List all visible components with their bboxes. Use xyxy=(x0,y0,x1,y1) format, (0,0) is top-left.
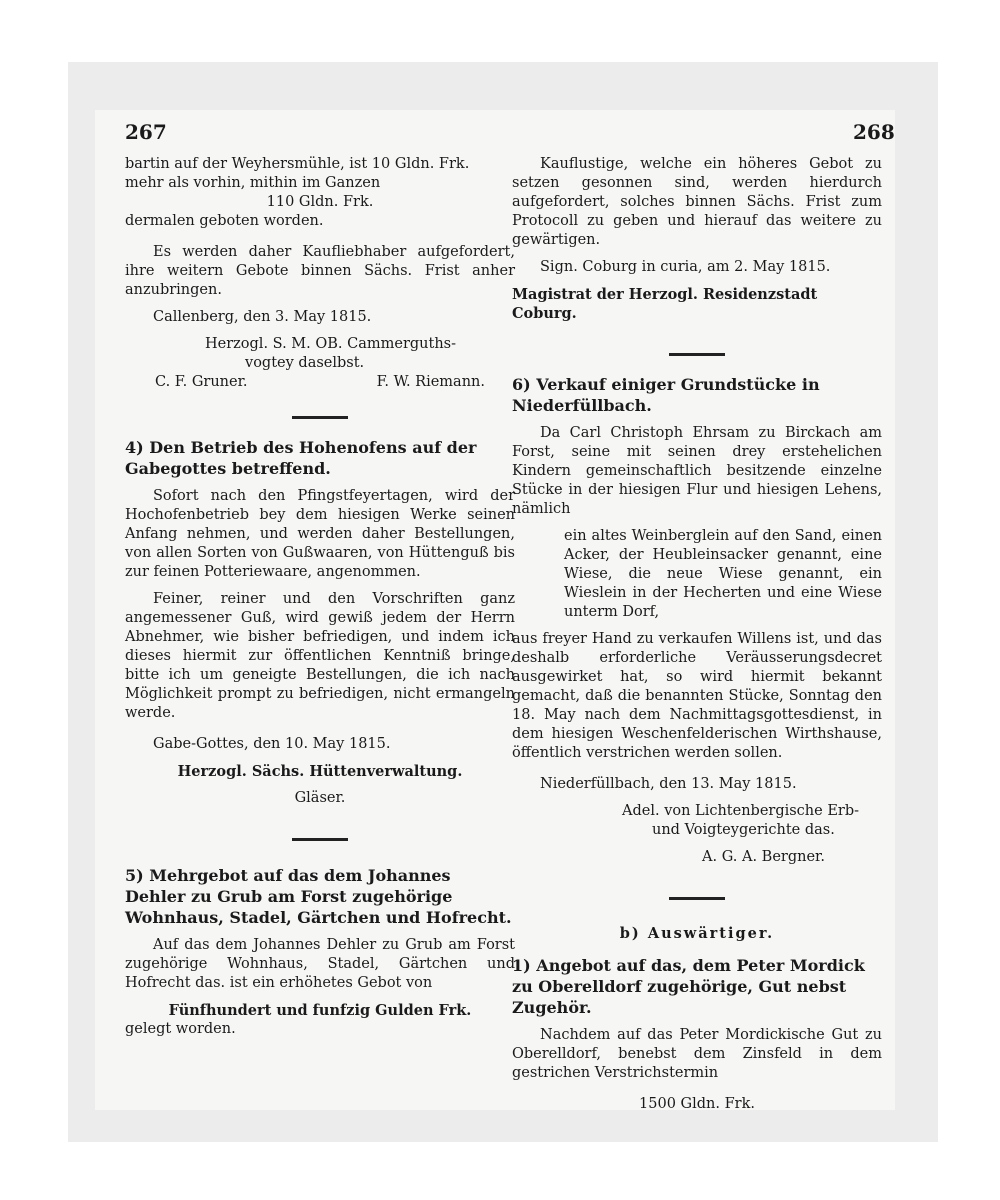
section-heading: 6) Verkauf einiger Grundstücke in Niederfüllbach. xyxy=(512,375,820,415)
paragraph: Es werden daher Kaufliebhaber aufgefordert, ihre weitern Gebote binnen Sächs. Frist anher anzubringen. xyxy=(125,244,515,298)
continuation-line: bartin auf der Weyhersmühle, ist 10 Gldn. Frk. xyxy=(125,156,470,172)
authority: und Voigteygerichte das. xyxy=(652,822,835,838)
paragraph: Auf das dem Johannes Dehler zu Grub am Forst zugehörige Wohnhaus, Stadel, Gärtchen und Hofrecht das. ist ein erhöhetes Gebot von xyxy=(125,937,515,991)
authority: Herzogl. S. M. OB. Cammerguths- xyxy=(205,336,457,352)
page-number-right: 268 xyxy=(853,120,895,144)
place-date: Sign. Coburg in curia, am 2. May 1815. xyxy=(540,259,831,275)
place-date: Gabe-Gottes, den 10. May 1815. xyxy=(153,736,391,752)
continuation-line: mehr als vorhin, mithin im Ganzen xyxy=(125,175,381,191)
authority: Adel. von Lichtenbergische Erb- xyxy=(622,803,860,819)
place-date: Niederfüllbach, den 13. May 1815. xyxy=(540,776,797,792)
signatures xyxy=(125,373,515,392)
signer: F. W. Riemann. xyxy=(376,374,485,390)
paragraph: aus freyer Hand zu verkaufen Willens ist, und das deshalb erforderliche Veräusserungsdecret ausgewirket hat, so wird hiermit bekannt gemacht, daß die benannten Stücke, Sonntag den 18. May nach dem Nachmittagsgottesdienst, in dem hiesigen Weschenfelderischen Wirthshause, öffentlich verstrichen werden sollen. xyxy=(512,631,882,761)
authority: Herzogl. Sächs. Hüttenverwaltung. xyxy=(177,763,463,780)
paragraph: Kauflustige, welche ein höheres Gebot zu setzen gesonnen sind, werden hierdurch aufgefordert, solches binnen Sächs. Frist zum Protocoll zu geben und hierauf das weitere zu gewärtigen. xyxy=(512,156,882,248)
left-column xyxy=(125,155,515,1039)
paragraph: Sofort nach den Pfingstfeyertagen, wird der Hochofenbetrieb bey dem hiesigen Werke seinen Anfang nehmen, und werden daher Bestellungen, von allen Sorten von Gußwaaren, von Hüttenguß bis zur feinen Potteriewaare, angenommen. xyxy=(125,488,515,580)
paragraph: Da Carl Christoph Ehrsam zu Birckach am Forst, seine mit seinen drey erstehelichen Kindern gemeinschaftlich besitzende einzelne Stücke in der hiesigen Flur und hiesigen Lehens, nämlich xyxy=(512,425,882,517)
signer: C. F. Gruner. xyxy=(155,374,248,390)
signer: Gläser. xyxy=(294,790,346,806)
paragraph: Feiner, reiner und den Vorschriften ganz angemessener Guß, wird gewiß jedem der Herrn Abnehmer, wie bisher befriedigen, und indem ich dieses hiermit zur öffentlichen Kenntniß bringe, bitte ich um geneigte Bestellungen, die ich nach Möglichkeit prompt zu befriedigen, nicht ermangeln werde. xyxy=(125,591,515,721)
authority: Magistrat der Herzogl. Residenzstadt Coburg. xyxy=(512,286,818,322)
section-heading: 5) Mehrgebot auf das dem Johannes Dehler zu Grub am Forst zugehörige Wohnhaus, Stadel, Gärtchen und Hofrecht. xyxy=(125,866,512,927)
section-heading: 4) Den Betrieb des Hohenofens auf der Gabegottes betreffend. xyxy=(125,438,477,478)
continuation-line: gelegt worden. xyxy=(125,1021,236,1037)
paragraph: Nachdem auf das Peter Mordickische Gut zu Oberelldorf, benebst dem Zinsfeld in dem gestrichen Verstrichstermin xyxy=(512,1027,882,1081)
signer: A. G. A. Bergner. xyxy=(702,849,825,865)
amount: 110 Gldn. Frk. xyxy=(266,194,374,210)
subsection-heading: b) Auswärtiger. xyxy=(619,925,775,942)
right-column xyxy=(512,155,882,1114)
property-list: ein altes Weinberglein auf den Sand, einen Acker, der Heubleinsacker genannt, eine Wiese, die neue Wiese genannt, ein Wieslein in der Hecherten und eine Wiese unterm Dorf, xyxy=(564,528,882,620)
place-date: Callenberg, den 3. May 1815. xyxy=(153,309,372,325)
authority: vogtey daselbst. xyxy=(245,355,365,371)
section-heading: 1) Angebot auf das, dem Peter Mordick zu Oberelldorf zugehörige, Gut nebst Zugehör. xyxy=(512,956,865,1017)
amount: Fünfhundert und funfzig Gulden Frk. xyxy=(168,1002,472,1019)
amount: 1500 Gldn. Frk. xyxy=(639,1096,755,1112)
continuation-line: dermalen geboten worden. xyxy=(125,213,324,229)
page-number-left: 267 xyxy=(125,120,167,144)
